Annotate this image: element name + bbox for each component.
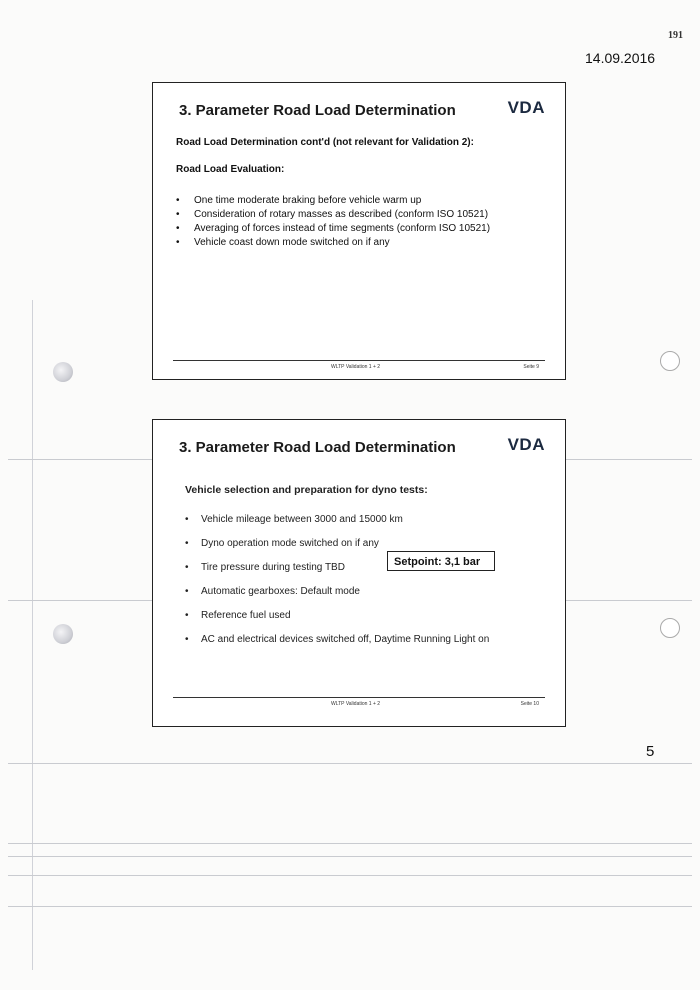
- slide-subheading: Road Load Evaluation:: [176, 164, 285, 175]
- slide-page-label: Seite 10: [520, 701, 539, 707]
- bullet-list: [176, 194, 490, 250]
- punch-hole: [53, 624, 73, 644]
- slide-1: [152, 82, 566, 380]
- scan-line: [8, 875, 692, 876]
- slide-footer-title: WLTP Validation 1 + 2: [331, 364, 381, 370]
- slide-footer-title: WLTP Validation 1 + 2: [331, 701, 381, 707]
- page-date: 14.09.2016: [585, 50, 656, 66]
- bullet-item: • Consideration of rotary masses as described (conform ISO 10521): [176, 208, 490, 222]
- binder-hole: [660, 351, 680, 371]
- scan-line: [8, 906, 692, 907]
- bullet-item: • Reference fuel used: [185, 604, 489, 628]
- slide-subheading: Road Load Determination cont'd (not relevant for Validation 2):: [176, 137, 474, 148]
- bullet-item: • Vehicle mileage between 3000 and 15000 km: [185, 508, 489, 532]
- bullet-item: • One time moderate braking before vehicle warm up: [176, 194, 490, 208]
- bullet-item: • Averaging of forces instead of time segments (conform ISO 10521): [176, 222, 490, 236]
- binder-hole: [660, 618, 680, 638]
- bullet-item: • AC and electrical devices switched off, Daytime Running Light on: [185, 628, 489, 652]
- slide-footer-line: [173, 697, 545, 698]
- scan-line: [8, 843, 692, 844]
- slide-subheading: Vehicle selection and preparation for dyno tests:: [185, 484, 428, 496]
- bullet-list: [185, 508, 489, 652]
- vda-logo: VDA: [507, 435, 545, 454]
- bullet-item: • Automatic gearboxes: Default mode: [185, 580, 489, 604]
- slide-title: 3. Parameter Road Load Determination: [179, 102, 456, 119]
- punch-hole: [53, 362, 73, 382]
- margin-line: [32, 300, 33, 970]
- vda-logo: VDA: [507, 98, 545, 117]
- bullet-item: • Tire pressure during testing TBD: [185, 556, 489, 580]
- scan-line: [8, 856, 692, 857]
- setpoint-box: Setpoint: 3,1 bar: [387, 551, 495, 571]
- page-number: 191: [668, 30, 683, 41]
- bullet-item: • Dyno operation mode switched on if any: [185, 532, 489, 556]
- slide-2: [152, 419, 566, 727]
- slide-page-label: Seite 9: [523, 364, 539, 370]
- scan-line: [8, 763, 692, 764]
- sheet-number: 5: [646, 743, 655, 760]
- bullet-item: • Vehicle coast down mode switched on if any: [176, 236, 490, 250]
- slide-footer-line: [173, 360, 545, 361]
- slide-title: 3. Parameter Road Load Determination: [179, 439, 456, 456]
